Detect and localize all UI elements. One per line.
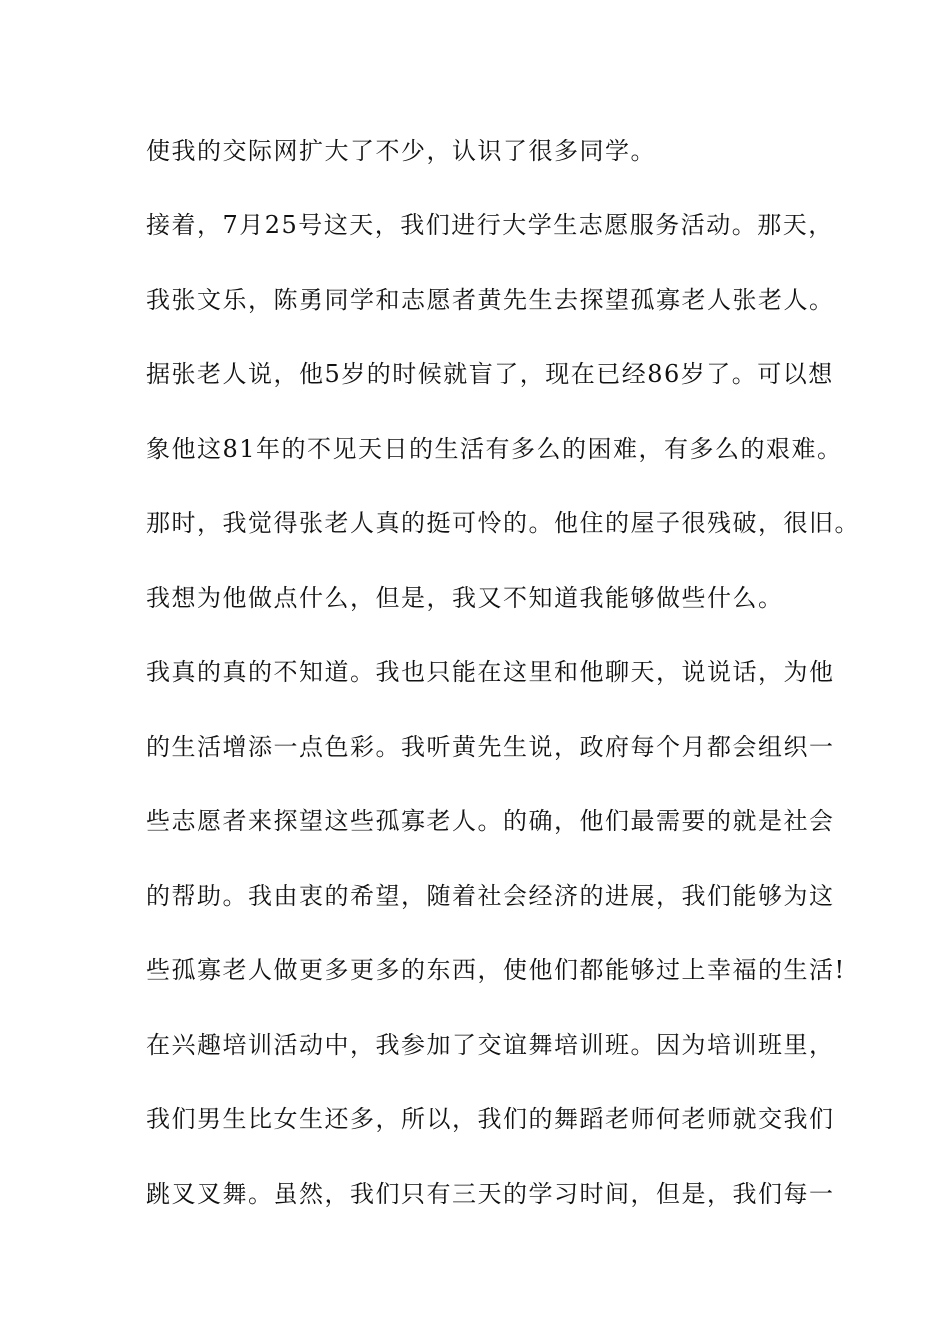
text-line: 在兴趣培训活动中，我参加了交谊舞培训班。因为培训班里， [146,1031,835,1059]
text-line: 象他这81年的不见天日的生活有多么的困难，有多么的艰难。 [146,435,843,463]
text-line: 我真的真的不知道。我也只能在这里和他聊天，说说话，为他 [146,658,835,686]
text-line: 接着，7月25号这天，我们进行大学生志愿服务活动。那天， [146,211,834,239]
text-line: 那时，我觉得张老人真的挺可怜的。他住的屋子很残破，很旧。 [146,509,860,537]
text-line: 跳叉叉舞。虽然，我们只有三天的学习时间，但是，我们每一 [146,1180,835,1208]
text-line: 的生活增添一点色彩。我听黄先生说，政府每个月都会组织一 [146,733,835,761]
text-line: 些孤寡老人做更多更多的东西，使他们都能够过上幸福的生活! [146,956,846,984]
text-line: 据张老人说，他5岁的时候就盲了，现在已经86岁了。可以想 [146,360,834,388]
text-line: 我们男生比女生还多，所以，我们的舞蹈老师何老师就交我们 [146,1105,835,1133]
text-line: 我想为他做点什么，但是，我又不知道我能够做些什么。 [146,584,784,612]
text-line: 些志愿者来探望这些孤寡老人。的确，他们最需要的就是社会 [146,807,835,835]
text-line: 我张文乐，陈勇同学和志愿者黄先生去探望孤寡老人张老人。 [146,286,835,314]
text-line: 的帮助。我由衷的希望，随着社会经济的进展，我们能够为这 [146,882,835,910]
text-line: 使我的交际网扩大了不少，认识了很多同学。 [146,137,656,165]
